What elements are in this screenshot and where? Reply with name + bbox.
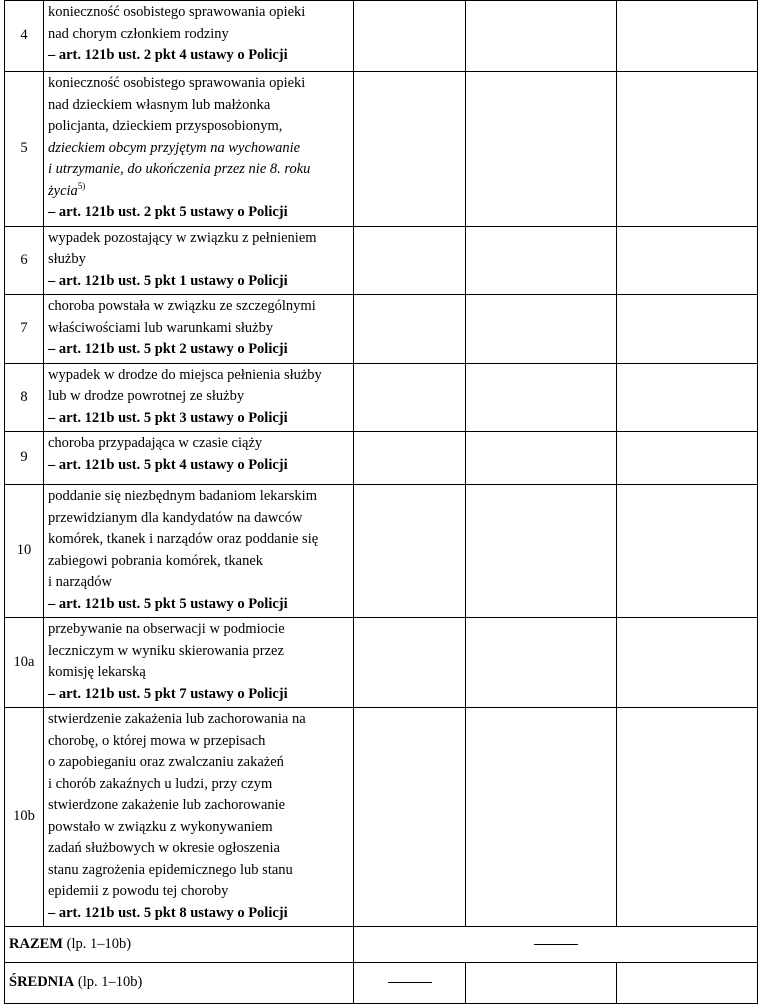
description-line: poddanie się niezbędnym badaniom lekarskim (48, 488, 317, 504)
row-number: 8 (5, 363, 44, 432)
table-body (5, 1, 758, 1004)
row-description (44, 1, 354, 72)
description-line: komórek, tkanek i narządów oraz poddanie się (48, 531, 319, 547)
description-line: powstało w związku z wykonywaniem (48, 818, 273, 835)
value-cell (466, 618, 617, 708)
table-row (5, 432, 758, 485)
srednia-label: ŚREDNIA (9, 974, 75, 991)
razem-label-cell (5, 927, 354, 963)
value-cell (466, 226, 617, 295)
row-description (44, 432, 354, 485)
legal-reference: – art. 121b ust. 5 pkt 8 ustawy o Policji (48, 904, 288, 921)
razem-label: RAZEM (9, 935, 63, 952)
description-line-italic (48, 138, 349, 160)
description-line: przewidzianym dla kandydatów na dawców (48, 509, 303, 526)
description-line: choroba przypadająca w czasie ciąży (48, 435, 263, 451)
legal-reference: – art. 121b ust. 5 pkt 3 ustawy o Policji (48, 409, 288, 426)
description-line: wypadek w drodze do miejsca pełnienia służby (48, 366, 322, 383)
description-line: choroba powstała w związku ze szczególnymi (48, 298, 316, 314)
italic-text: życia (48, 182, 78, 199)
row-description (44, 485, 354, 618)
table-row (5, 226, 758, 295)
description-line: i narządów (48, 574, 113, 590)
value-cell (617, 363, 758, 432)
row-number: 9 (5, 432, 44, 485)
legal-reference: – art. 121b ust. 2 pkt 5 ustawy o Policji (48, 204, 288, 220)
value-cell (466, 485, 617, 618)
description-line: nad chorym członkiem rodziny (48, 25, 229, 42)
legal-reference: – art. 121b ust. 5 pkt 7 ustawy o Policji (48, 685, 288, 702)
description-line-italic (48, 181, 349, 203)
description-line: epidemii z powodu tej choroby (48, 883, 229, 899)
value-cell (617, 1, 758, 72)
value-cell (354, 432, 466, 485)
description-line: stanu zagrożenia epidemicznego lub stanu (48, 861, 293, 878)
row-description (44, 226, 354, 295)
razem-range: (lp. 1–10b) (66, 935, 132, 952)
description-line: konieczność osobistego sprawowania opieki (48, 75, 306, 91)
razem-dash-cell (354, 927, 758, 963)
description-line: wypadek pozostający w związku z pełnieniem (48, 229, 317, 246)
value-cell (617, 708, 758, 927)
value-cell (354, 363, 466, 432)
table-row (5, 485, 758, 618)
description-line: policjanta, dzieckiem przysposobionym, (48, 118, 283, 134)
description-line: i chorób zakaźnych u ludzi, przy czym (48, 775, 273, 792)
value-cell (354, 618, 466, 708)
value-cell (466, 72, 617, 227)
summary-row-razem (5, 927, 758, 963)
row-description (44, 708, 354, 927)
description-line: nad dzieckiem własnym lub małżonka (48, 96, 271, 113)
description-line: właściwościami lub warunkami służby (48, 319, 274, 336)
value-cell (617, 72, 758, 227)
summary-row-srednia (5, 963, 758, 1004)
legal-reference: – art. 121b ust. 5 pkt 2 ustawy o Policji (48, 341, 288, 357)
row-number: 10 (5, 485, 44, 618)
legal-reference: – art. 121b ust. 5 pkt 1 ustawy o Policji (48, 272, 288, 289)
row-number: 4 (5, 1, 44, 72)
table-row (5, 708, 758, 927)
dash-mark (388, 982, 432, 983)
srednia-range: (lp. 1–10b) (77, 974, 143, 991)
description-line: chorobę, o której mowa w przepisach (48, 732, 266, 749)
table-row (5, 363, 758, 432)
value-cell (354, 708, 466, 927)
value-cell (354, 485, 466, 618)
value-cell (617, 485, 758, 618)
table-row (5, 295, 758, 364)
value-cell (354, 226, 466, 295)
value-cell (466, 363, 617, 432)
dash-mark (534, 944, 578, 945)
row-number: 7 (5, 295, 44, 364)
description-line: zabiegowi pobrania komórek, tkanek (48, 552, 264, 569)
value-cell (466, 295, 617, 364)
value-cell (617, 226, 758, 295)
value-cell (617, 432, 758, 485)
row-number: 5 (5, 72, 44, 227)
row-number: 10a (5, 618, 44, 708)
description-line: stwierdzone zakażenie lub zachorowanie (48, 797, 286, 813)
description-line: o zapobieganiu oraz zwalczaniu zakażeń (48, 754, 284, 770)
value-cell (466, 708, 617, 927)
footnote-marker: 5) (77, 180, 86, 191)
row-description (44, 618, 354, 708)
value-cell (466, 432, 617, 485)
row-number: 6 (5, 226, 44, 295)
italic-text: i utrzymanie, do ukończenia przez nie 8. roku (48, 161, 311, 177)
value-cell (617, 618, 758, 708)
row-number: 10b (5, 708, 44, 927)
value-cell (354, 295, 466, 364)
description-line: zadań służbowych w okresie ogłoszenia (48, 840, 280, 856)
description-line: stwierdzenie zakażenia lub zachorowania na (48, 711, 306, 727)
legal-reference: – art. 121b ust. 2 pkt 4 ustawy o Policji (48, 47, 288, 63)
srednia-cell (466, 963, 617, 1004)
table-row (5, 1, 758, 72)
table-row (5, 72, 758, 227)
srednia-dash-cell (354, 963, 466, 1004)
description-line: służby (48, 251, 86, 267)
row-description (44, 295, 354, 364)
value-cell (617, 295, 758, 364)
legal-reference: – art. 121b ust. 5 pkt 5 ustawy o Policji (48, 595, 288, 612)
description-line: leczniczym w wyniku skierowania przez (48, 642, 284, 659)
legal-reference: – art. 121b ust. 5 pkt 4 ustawy o Policji (48, 456, 288, 473)
description-line: konieczność osobistego sprawowania opieki (48, 4, 306, 20)
value-cell (354, 72, 466, 227)
row-description (44, 363, 354, 432)
description-line: przebywanie na obserwacji w podmiocie (48, 621, 285, 637)
description-line-italic (48, 159, 349, 181)
table (4, 0, 758, 1004)
value-cell (466, 1, 617, 72)
row-description (44, 72, 354, 227)
description-line: komisję lekarską (48, 664, 146, 680)
srednia-label-cell (5, 963, 354, 1004)
description-line: lub w drodze powrotnej ze służby (48, 388, 245, 404)
table-row (5, 618, 758, 708)
srednia-cell (617, 963, 758, 1004)
italic-text: dzieckiem obcym przyjętym na wychowanie (48, 139, 301, 156)
value-cell (354, 1, 466, 72)
